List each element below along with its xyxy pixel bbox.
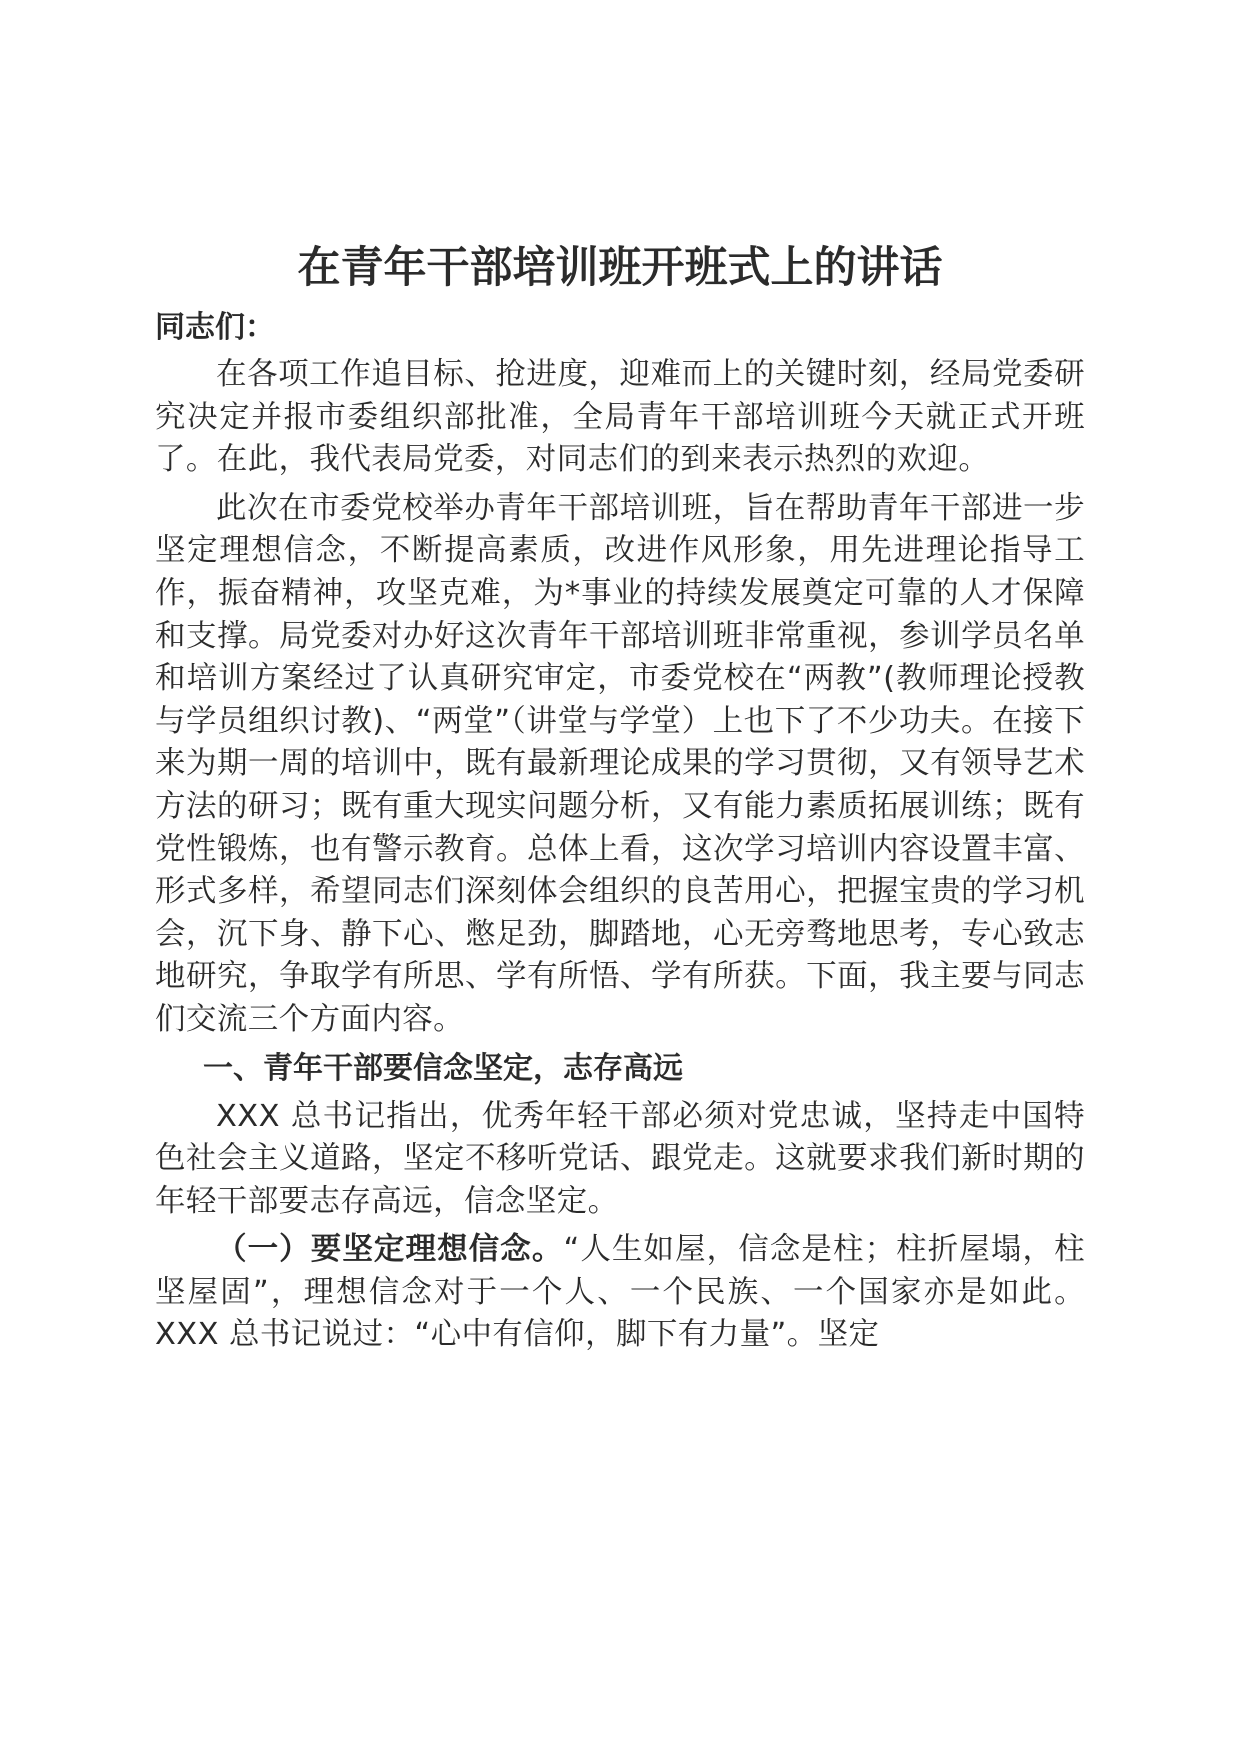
- section-heading-one: 一、青年干部要信念坚定，志存高远: [203, 1050, 683, 1086]
- salutation: 同志们：: [155, 310, 275, 345]
- subsection-one-text: “人生如屋，信念是柱；柱折屋塌，柱坚屋固”，理想信念对于一个人、一个民族、一个国家亦是如此。XXX 总书记说过：“心中有信仰，脚下有力量”。坚定: [155, 1232, 1085, 1353]
- paragraph-opening: 在各项工作追目标、抢进度，迎难而上的关键时刻，经局党委研究决定并报市委组织部批准，全局青年干部培训班今天就正式开班了。在此，我代表局党委，对同志们的到来表示热烈的欢迎。: [155, 357, 1085, 478]
- paragraph-section-one: XXX 总书记指出，优秀年轻干部必须对党忠诚，坚持走中国特色社会主义道路，坚定不移听党话、跟党走。这就要求我们新时期的年轻干部要志存高远，信念坚定。: [155, 1098, 1085, 1219]
- document-page: [155, 238, 1085, 1357]
- paragraph-purpose: 此次在市委党校举办青年干部培训班，旨在帮助青年干部进一步坚定理想信念，不断提高素质，改进作风形象，用先进理论指导工作，振奋精神，攻坚克难，为*事业的持续发展奠定可靠的人才保障和支撑。局党委对办好这次青年干部培训班非常重视，参训学员名单和培训方案经过了认真研究审定，市委党校在“两教”(教师理论授教与学员组织讨教)、“两堂”（讲堂与学堂）上也下了不少功夫。在接下来为期一周的培训中，既有最新理论成果的学习贯彻，又有领导艺术方法的研习；既有重大现实问题分析，又有能力素质拓展训练；既有党性锻炼，也有警示教育。总体上看，这次学习培训内容设置丰富、形式多样，希望同志们深刻体会组织的良苦用心，把握宝贵的学习机会，沉下身、静下心、憋足劲，脚踏地，心无旁骛地思考，专心致志地研究，争取学有所思、学有所悟、学有所获。下面，我主要与同志们交流三个方面内容。: [155, 490, 1085, 1037]
- paragraph-subsection-one: [155, 1229, 1085, 1357]
- subsection-heading-one: （一）要坚定理想信念。: [216, 1232, 564, 1268]
- document-title: 在青年干部培训班开班式上的讲话: [297, 243, 943, 293]
